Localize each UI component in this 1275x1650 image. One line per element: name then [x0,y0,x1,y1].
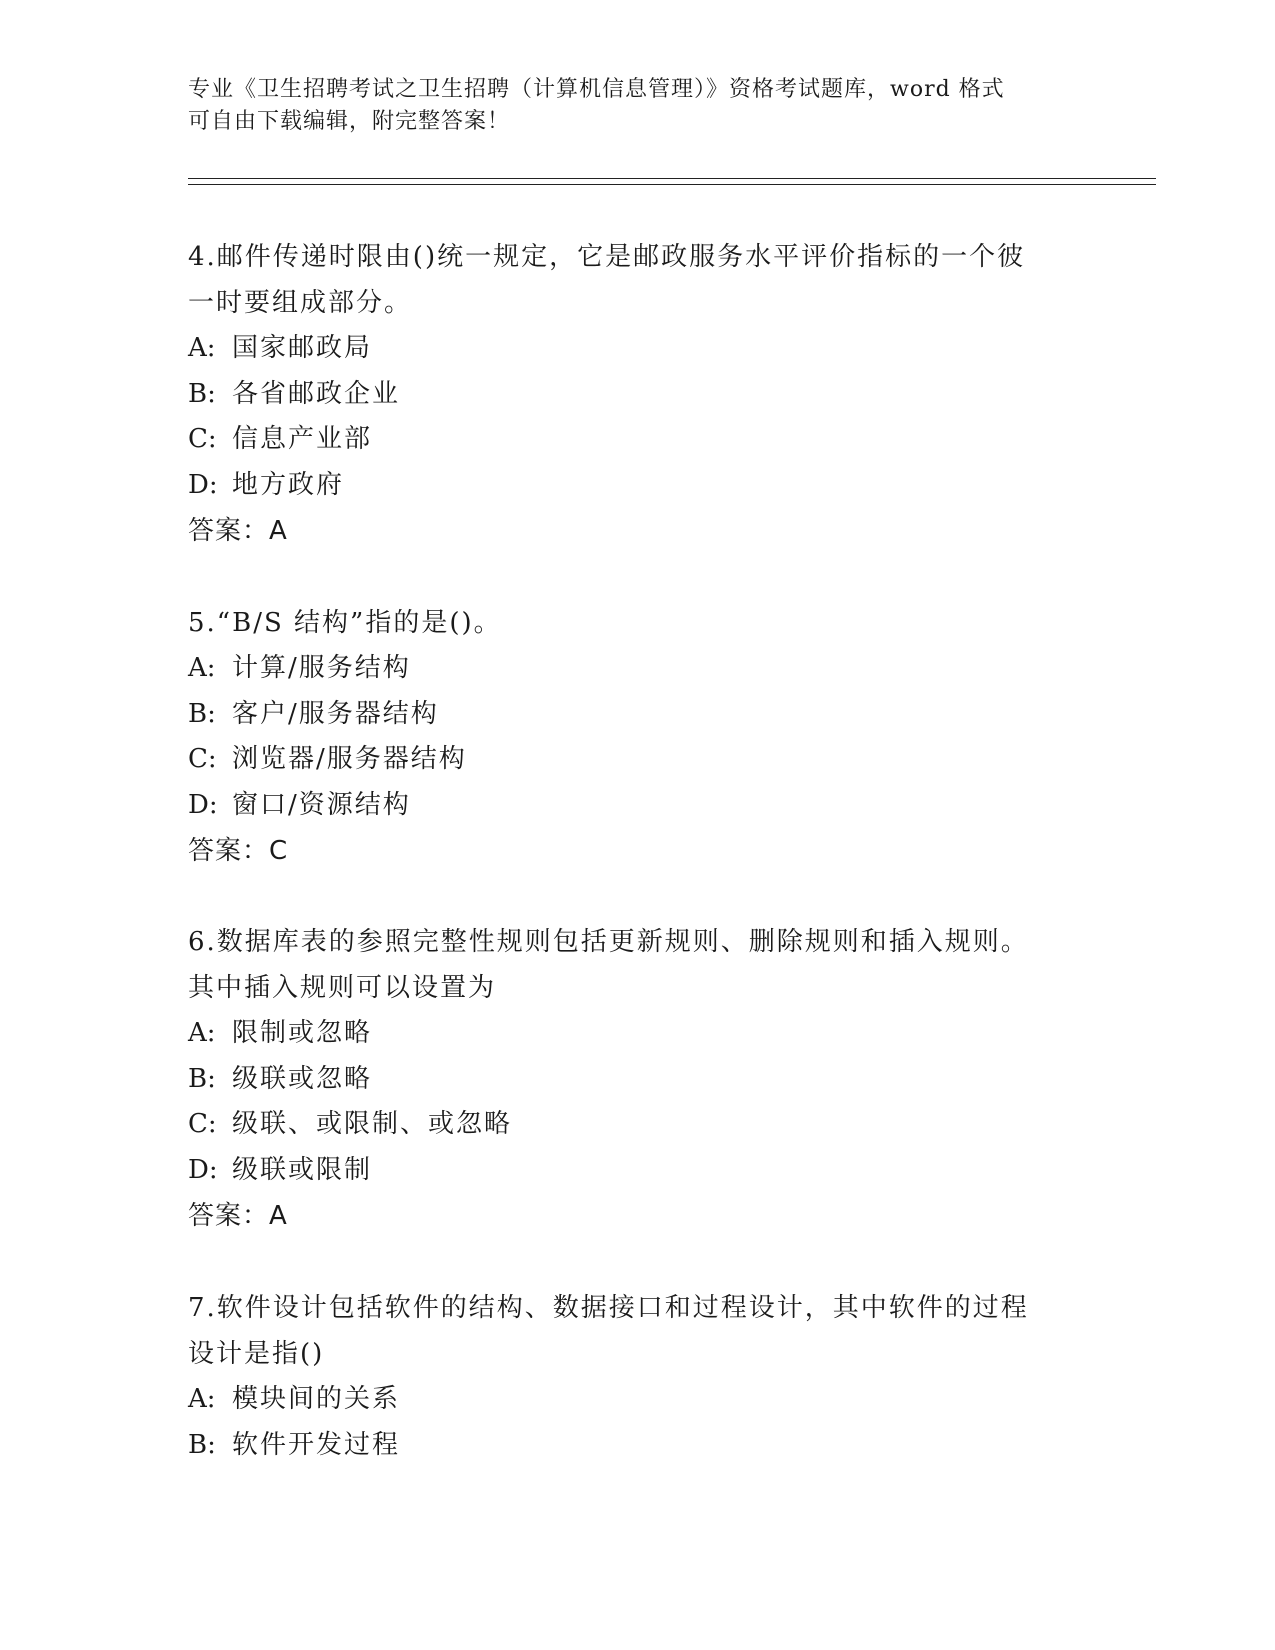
option-c [188,1102,1068,1148]
question-5 [188,600,1068,874]
option-letter: D: [188,789,218,820]
option-letter: B: [188,698,216,729]
option-letter: A: [188,1018,216,1048]
option-text: 模块间的关系 [232,1384,401,1414]
option-letter: C: [188,744,217,774]
option-text: 级联、或限制、或忽略 [232,1109,513,1139]
option-letter: C: [188,1109,217,1139]
document-header [188,74,1068,138]
option-letter: D: [188,469,218,500]
option-a [188,646,1068,692]
option-b [188,692,1068,738]
option-a [188,1011,1068,1057]
header-line-1: 专业《卫生招聘考试之卫生招聘（计算机信息管理）》资格考试题库，word 格式 [188,77,1005,102]
option-text: 级联或限制 [232,1154,373,1185]
option-text: 浏览器/服务器结构 [232,744,467,774]
question-stem-line: 5.“B/S 结构”指的是()。 [188,608,502,638]
option-letter: C: [188,424,217,454]
option-text: 地方政府 [232,469,345,500]
question-stem-line: 设计是指() [188,1339,325,1369]
option-text: 计算/服务结构 [232,653,411,683]
header-line-2: 可自由下载编辑，附完整答案！ [188,109,511,134]
option-c [188,417,1068,463]
option-letter: A: [188,333,216,363]
option-text: 窗口/资源结构 [232,789,411,820]
option-d [188,783,1068,829]
option-letter: D: [188,1154,218,1185]
header-divider-top [188,178,1156,179]
question-stem-line: 6.数据库表的参照完整性规则包括更新规则、删除规则和插入规则。 [188,927,1029,957]
question-7 [188,1285,1068,1468]
option-letter: B: [188,1429,216,1460]
question-stem-line: 其中插入规则可以设置为 [188,973,497,1003]
question-stem-line: 一时要组成部分。 [188,288,413,318]
option-b [188,372,1068,418]
option-text: 级联或忽略 [232,1063,373,1094]
option-d [188,1148,1068,1194]
option-text: 各省邮政企业 [232,378,401,409]
answer: 答案：C [188,836,289,866]
option-b [188,1057,1068,1103]
question-4 [188,234,1068,554]
option-text: 限制或忽略 [232,1018,373,1048]
answer: 答案：A [188,516,288,546]
option-letter: A: [188,653,216,683]
option-text: 国家邮政局 [232,333,373,363]
question-6 [188,919,1068,1239]
option-letter: B: [188,1063,216,1094]
option-a [188,1377,1068,1423]
option-letter: A: [188,1384,216,1414]
option-text: 客户/服务器结构 [232,698,439,729]
answer: 答案：A [188,1201,288,1231]
option-letter: B: [188,378,216,409]
option-a [188,326,1068,372]
option-b [188,1423,1068,1469]
option-text: 信息产业部 [232,424,373,454]
option-c [188,737,1068,783]
option-text: 软件开发过程 [232,1429,401,1460]
question-stem-line: 7.软件设计包括软件的结构、数据接口和过程设计，其中软件的过程 [188,1293,1029,1323]
question-stem-line: 4.邮件传递时限由()统一规定，它是邮政服务水平评价指标的一个彼 [188,242,1026,272]
option-d [188,463,1068,509]
header-divider-bottom [188,184,1156,185]
